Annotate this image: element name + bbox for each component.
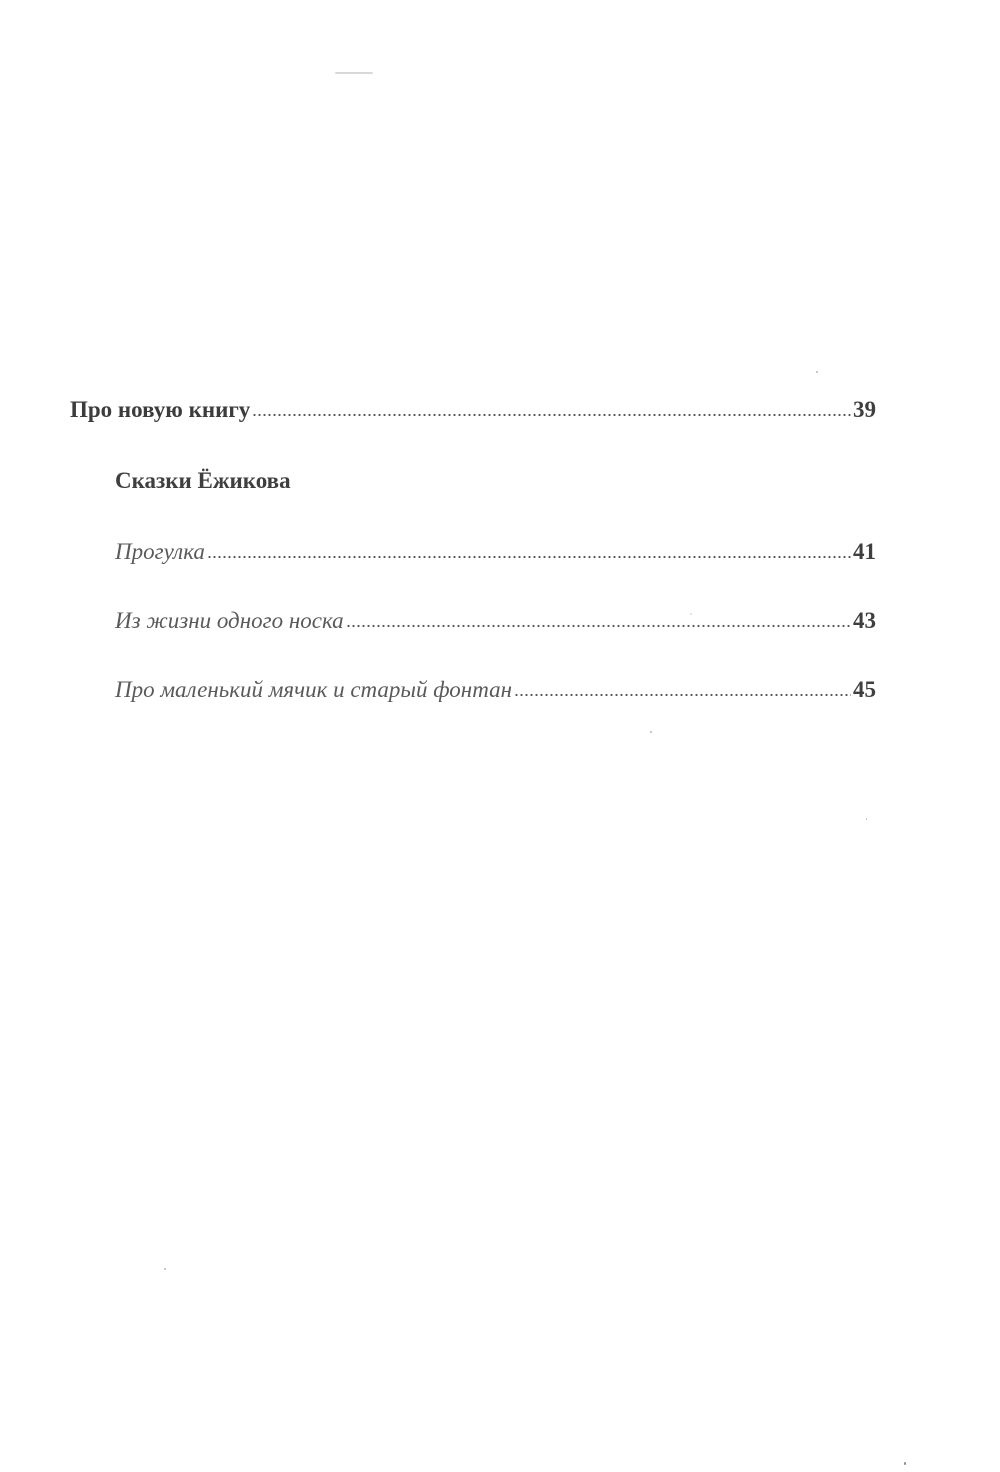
section-heading: Сказки Ёжикова — [115, 468, 291, 493]
scan-speck — [164, 1268, 166, 1270]
table-of-contents — [70, 393, 876, 742]
scan-speck — [904, 1462, 906, 1465]
scan-speck — [690, 613, 692, 615]
toc-entry-title: Про новую книгу — [70, 397, 251, 422]
toc-entry-title: Из жизни одного носка — [115, 608, 344, 633]
scan-speck — [866, 818, 867, 820]
dot-leader — [346, 623, 851, 629]
toc-entry-main[interactable] — [70, 393, 876, 427]
toc-entry-page-number: 39 — [853, 397, 876, 422]
scan-speck — [816, 371, 818, 373]
toc-entry-title: Прогулка — [115, 539, 205, 564]
scan-speck — [335, 72, 373, 74]
scan-speck — [650, 731, 652, 733]
toc-entry-story-2[interactable] — [115, 604, 876, 638]
toc-entry-page-number: 41 — [853, 539, 876, 564]
toc-entry-story-3[interactable] — [115, 673, 876, 707]
dot-leader — [252, 412, 851, 418]
toc-entry-page-number: 45 — [853, 677, 876, 702]
toc-entry-page-number: 43 — [853, 608, 876, 633]
dot-leader — [514, 692, 851, 698]
dot-leader — [207, 554, 851, 560]
toc-entry-story-1[interactable] — [115, 535, 876, 569]
toc-entry-title: Про маленький мячик и старый фонтан — [115, 677, 512, 702]
